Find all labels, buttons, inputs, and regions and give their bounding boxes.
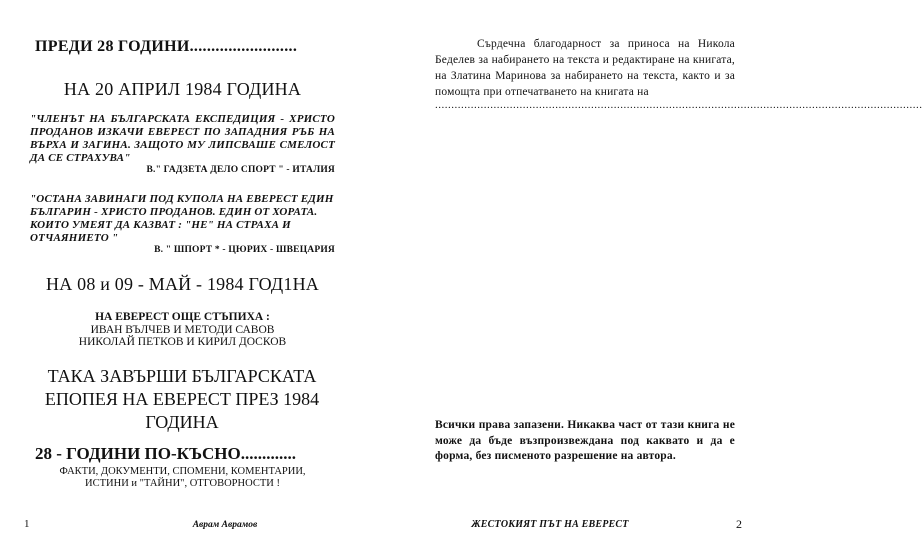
date-heading-april-1984: НА 20 АПРИЛ 1984 ГОДИНА xyxy=(63,79,302,99)
press-quote-switzerland: "ОСТАНА ЗАВИНАГИ ПОД КУПОЛА НА ЕВЕРЕСТ ЕДИН БЪЛГАРИН - ХРИСТО ПРОДАНОВ. ЕДИН ОТ ХОРАТА. КОИТО УМЕЯТ ДА КАЗВАТ : "НЕ" НА СТРАХА И ОТЧАЯНИЕТО " xyxy=(30,193,334,244)
subheading-truths-secrets: ИСТИНИ и "ТАЙНИ", ОТГОВОРНОСТИ ! xyxy=(85,478,280,489)
heading-28-years-later: 28 - ГОДИНИ ПО-КЪСНО............. xyxy=(35,444,296,463)
climbers-heading: НА ЕВЕРЕСТ ОЩЕ СТЪПИХА : xyxy=(95,311,270,323)
section-title-before-28-years: ПРЕДИ 28 ГОДИНИ......................... xyxy=(35,38,298,55)
climbers-names-line-2: НИКОЛАЙ ПЕТКОВ И КИРИЛ ДОСКОВ xyxy=(78,336,287,348)
dotted-fill-line: ...................................................................................................................................................... xyxy=(435,99,923,111)
left-page xyxy=(30,0,335,550)
climbers-names-line-1: ИВАН ВЪЛЧЕВ И МЕТОДИ САВОВ xyxy=(90,324,275,336)
right-page-number: 2 xyxy=(736,517,742,531)
press-quote-switzerland-source: В. " ШПОРТ * - ЦЮРИХ - ШВЕЦАРИЯ xyxy=(154,245,335,255)
right-page xyxy=(435,0,923,550)
left-page-number: 1 xyxy=(24,518,30,530)
date-heading-may-1984: НА 08 и 09 - МАЙ - 1984 ГОД1НА xyxy=(46,274,319,294)
press-quote-italy-source: В." ГАДЗЕТА ДЕЛО СПОРТ " - ИТАЛИЯ xyxy=(146,165,335,175)
press-quote-italy: "ЧЛЕНЪТ НА БЪЛГАРСКАТА ЕКСПЕДИЦИЯ - ХРИСТО ПРОДАНОВ ИЗКАЧИ ЕВЕРЕСТ ПО ЗАПАДНИЯ РЪБ НА ВЪРХА И ЗАГИНА. ЗАЩОТО МУ ЛИПСВАШЕ СМЕЛОСТ ДА СЕ СТРАХУВА" xyxy=(30,113,335,164)
copyright-notice: Всички права запазени. Никаква част от тази книга не може да бъде възпроизвеждана под каквато и да е форма, без писменото разрешение на автора. xyxy=(435,419,735,462)
subheading-facts-documents: ФАКТИ, ДОКУМЕНТИ, СПОМЕНИ, КОМЕНТАРИИ, xyxy=(59,466,306,477)
acknowledgement-paragraph: Сърдечна благодарност за приноса на Никола Беделев за набирането на текста и редактиране на книгата, на Златина Маринова за набирането на текста, както и за помощта при отпечатването на книгата на xyxy=(435,38,735,98)
epilogue-heading: ТАКА ЗАВЪРШИ БЪЛГАРСКАТА ЕПОПЕЯ НА ЕВЕРЕСТ ПРЕЗ 1984 ГОДИНА xyxy=(44,366,320,432)
footer-author-name: Аврам Аврамов xyxy=(192,520,258,530)
footer-book-title: ЖЕСТОКИЯТ ПЪТ НА ЕВЕРЕСТ xyxy=(471,519,629,530)
